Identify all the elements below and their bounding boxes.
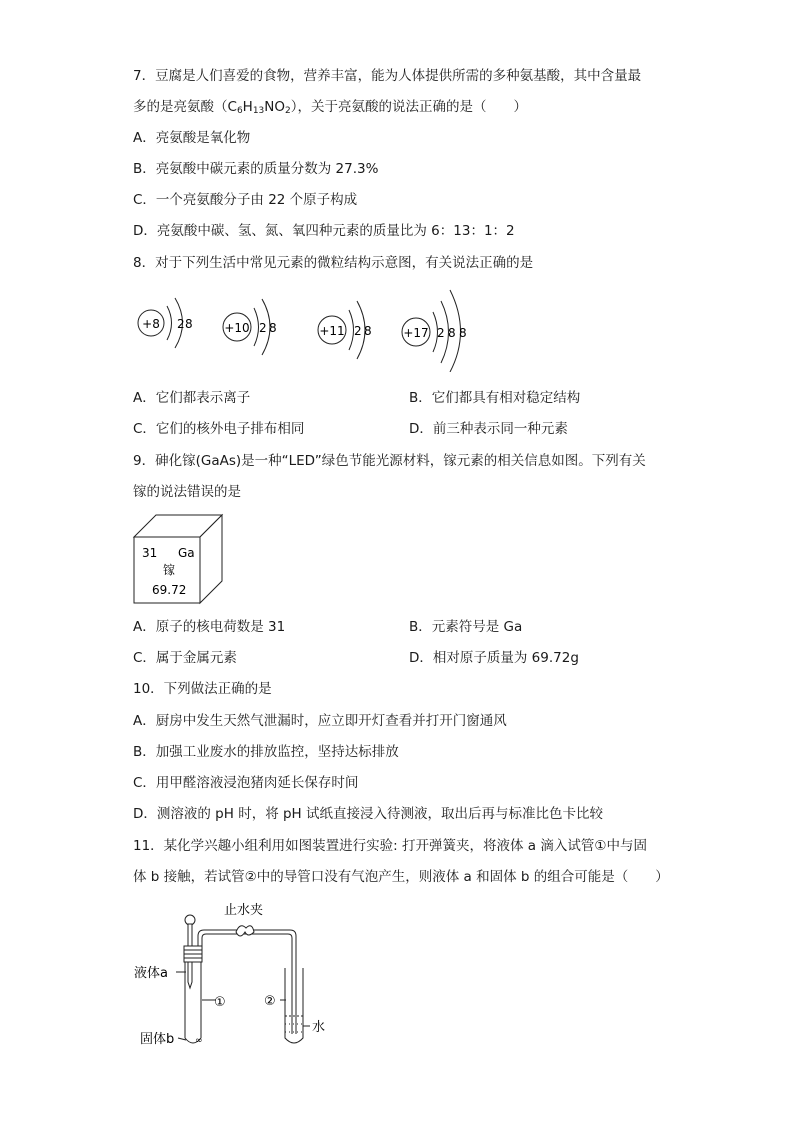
q7-stem-line2: 多的是亮氨酸$(C_6H_{13}NO_2)$，关于亮氨酸的说法正确的是（ ） [133,99,527,116]
q11-stem-line1: 11．某化学兴趣小组利用如图装置进行实验: 打开弹簧夹，将液体 a 滴入试管①中与固 [133,838,647,854]
nucleus-charge: +8 [142,317,160,331]
q9-option-a: A．原子的核电荷数是 31 [133,619,286,635]
shell-electrons: 8 [269,321,277,335]
atomic-number: 31 [142,546,158,560]
q9-option-c: C．属于金属元素 [133,650,237,666]
shell-electrons: 2 [177,317,185,331]
shell-electrons: 2 [259,321,267,335]
nucleus-charge: +10 [224,321,250,335]
q10-option-d: D．测溶液的 pH 时，将 pH 试纸直接浸入待测液，取出后再与标准比色卡比较 [133,806,604,822]
shell-electrons: 8 [185,317,193,331]
atom-diagram-1 [138,298,193,348]
element-card-gallium [132,513,232,605]
shell-electrons: 2 [354,324,362,338]
solid-grains-icon: ∞ [195,1036,203,1046]
liquid-a-label: 液体a [134,966,168,981]
q8-option-d: D．前三种表示同一种元素 [409,421,568,437]
atom-diagram-3 [318,301,372,359]
tube-2-label: ② [264,994,276,1009]
q10-option-b: B．加强工业废水的排放监控，坚持达标排放 [133,744,399,760]
q9-option-b: B．元素符号是 Ga [409,619,523,635]
q8-stem: 8．对于下列生活中常见元素的微粒结构示意图，有关说法正确的是 [133,255,534,271]
q10-option-a: A．厨房中发生天然气泄漏时，应立即开灯查看并打开门窗通风 [133,713,507,729]
q7-option-d: D．亮氨酸中碳、氢、氮、氧四种元素的质量比为 6：13：1：2 [133,223,515,239]
q7-option-a: A．亮氨酸是氧化物 [133,130,251,146]
atomic-mass: 69.72 [152,583,187,597]
q7-stem-line1: 7．豆腐是人们喜爱的食物，营养丰富，能为人体提供所需的多种氨基酸，其中含量最 [133,68,642,84]
q9-stem-line1: 9．砷化镓(GaAs)是一种“LED”绿色节能光源材料，镓元素的相关信息如图。下列有关 [133,453,646,469]
shell-electrons: 8 [364,324,372,338]
q9-option-d: D．相对原子质量为 69.72g [409,650,579,666]
shell-electrons: 8 [448,326,456,340]
q8-option-c: C．它们的核外电子排布相同 [133,421,305,437]
atom-diagram-2 [223,299,277,355]
atomic-structure-diagrams [130,282,490,372]
shell-electrons: 8 [459,326,467,340]
water-label: 水 [312,1020,326,1035]
tube-1-label: ① [214,995,226,1010]
q10-option-c: C．用甲醛溶液浸泡猪肉延长保存时间 [133,775,359,791]
element-symbol: Ga [178,546,195,560]
solid-b-label: 固体b [140,1032,175,1047]
q9-stem-line2: 镓的说法错误的是 [133,484,241,500]
q10-stem: 10．下列做法正确的是 [133,681,272,697]
q11-stem-line2: 体 b 接触，若试管②中的导管口没有气泡产生，则液体 a 和固体 b 的组合可能是（ ） [133,869,669,885]
experiment-apparatus [130,898,350,1058]
q7-option-c: C．一个亮氨酸分子由 22 个原子构成 [133,192,358,208]
q8-option-b: B．它们都具有相对稳定结构 [409,390,581,406]
shell-electrons: 2 [437,326,445,340]
clamp-label: 止水夹 [224,903,264,918]
q7-option-b: B．亮氨酸中碳元素的质量分数为 27.3% [133,161,379,177]
nucleus-charge: +17 [403,326,429,340]
nucleus-charge: +11 [319,324,345,338]
q8-option-a: A．它们都表示离子 [133,390,251,406]
atom-diagram-4 [402,290,467,372]
element-name: 镓 [163,563,176,577]
